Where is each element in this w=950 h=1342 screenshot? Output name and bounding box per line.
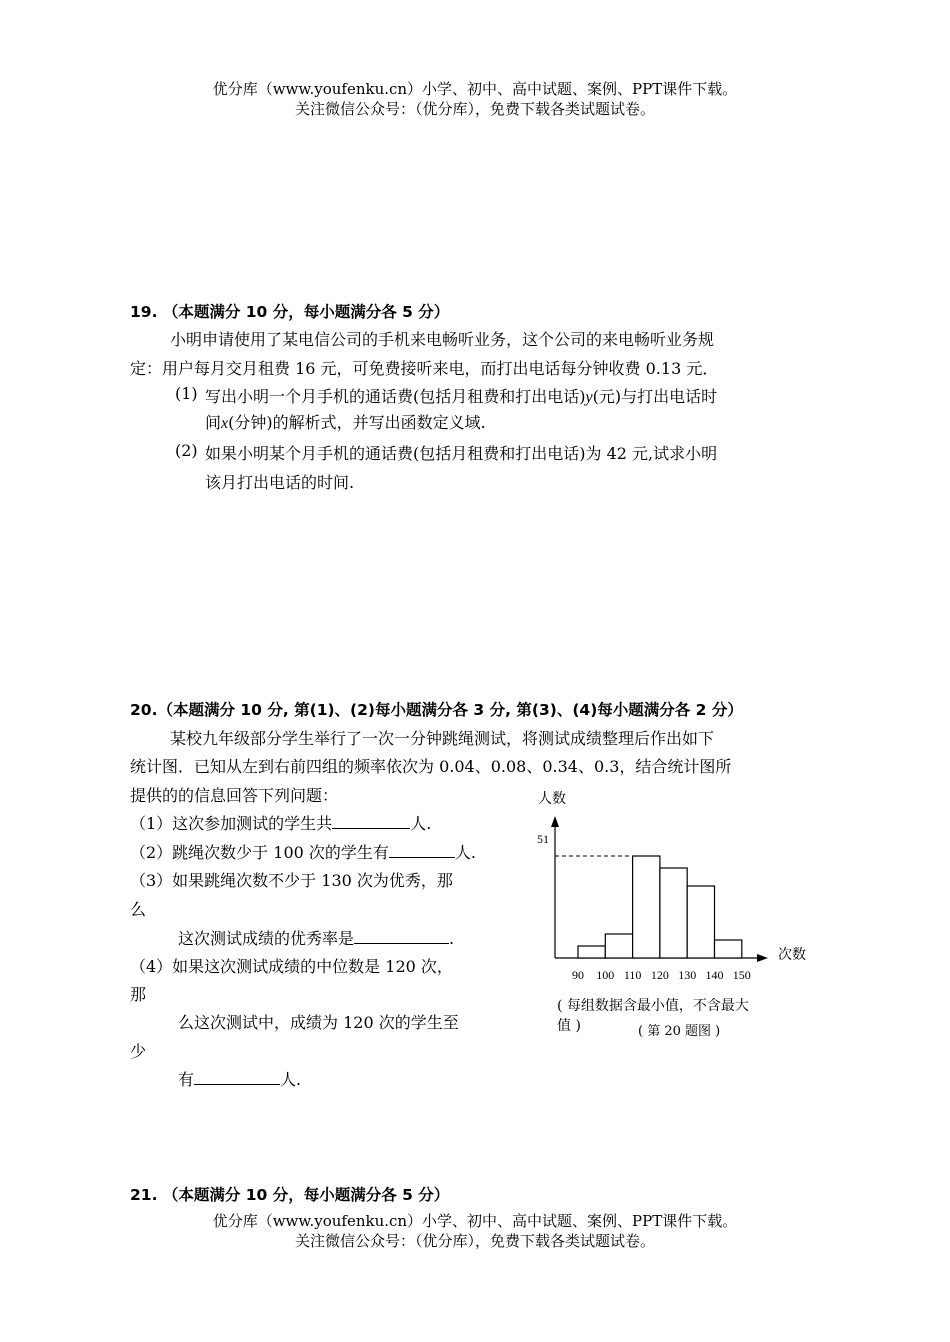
x-tick-label: 130: [678, 968, 697, 982]
q20-sub-4-blank[interactable]: [194, 1070, 280, 1085]
y-axis-arrow: [551, 816, 559, 827]
footer-line-2: 关注微信公众号：（优分库），免费下载各类试题试卷。: [294, 1232, 655, 1250]
q20-sub-2: [130, 840, 476, 863]
x-tick-label: 140: [705, 968, 724, 982]
header-line-2: 关注微信公众号：（优分库），免费下载各类试题试卷。: [294, 100, 655, 118]
chart-note-line-1: ( 每组数据含最小值，不含最大: [557, 998, 749, 1014]
q20-sub-4-line-2: 那: [130, 985, 147, 1004]
q19-part-1-text-c: 间: [205, 413, 222, 432]
q20-sub-3-text: 这次测试成绩的优秀率是: [178, 929, 355, 948]
q19-part-2-line-2: 该月打出电话的时间.: [205, 473, 355, 492]
x-axis-label: 次数: [778, 947, 806, 963]
q19-var-y: y: [585, 389, 593, 406]
q20-sub-3-line-1: （3）如果跳绳次数不少于 130 次为优秀，那: [130, 871, 453, 890]
x-axis-arrow: [757, 954, 768, 962]
q19-part-1-line-1: [205, 384, 717, 407]
q20-sub-2-text: （2）跳绳次数少于 100 次的学生有: [130, 843, 389, 862]
q20-sub-4-line-3: 么这次测试中，成绩为 120 次的学生至: [178, 1013, 459, 1032]
q20-sub-4-unit: 人.: [280, 1070, 302, 1089]
q20-sub-3-line-2: 么: [130, 900, 147, 919]
q20-sub-4-line-4: 少: [130, 1042, 147, 1061]
footer-line-1: 优分库（www.youfenku.cn）小学、初中、高中试题、案例、PPT课件下载。: [212, 1212, 738, 1230]
q20-sub-3-end: .: [449, 929, 455, 948]
q20-sub-1-blank[interactable]: [332, 814, 410, 829]
q20-sub-2-blank[interactable]: [389, 843, 455, 858]
q21-title: 21. （本题满分 10 分，每小题满分各 5 分）: [130, 1186, 450, 1204]
q19-part-1-text-b: (元)与打出电话时: [592, 387, 718, 406]
histogram-bar: [633, 856, 660, 958]
q19-title: 19. （本题满分 10 分，每小题满分各 5 分）: [130, 303, 450, 321]
q20-sub-1-text: （1）这次参加测试的学生共: [130, 814, 333, 833]
x-tick-label: 150: [732, 968, 751, 982]
histogram-bar: [578, 946, 605, 958]
y-axis-label: 人数: [538, 791, 566, 807]
histogram-chart: [520, 780, 820, 1000]
header-line-1: 优分库（www.youfenku.cn）小学、初中、高中试题、案例、PPT课件下载。: [212, 80, 738, 98]
q19-part-2-line-1: 如果小明某个月手机的通话费(包括月租费和打出电话)为 42 元,试求小明: [205, 444, 718, 463]
x-tick-label: 100: [596, 968, 615, 982]
q19-para-2: 定：用户每月交月租费 16 元，可免费接听来电，而打出电话每分钟收费 0.13 元．: [130, 359, 719, 378]
chart-note-line-2: 值 ): [557, 1018, 581, 1034]
chart-caption: ( 第 20 题图 ): [638, 1024, 721, 1039]
histogram-bar: [660, 868, 687, 958]
x-tick-label: 90: [572, 968, 584, 982]
q19-part-1-text-d: (分钟)的解析式，并写出函数定义域.: [228, 413, 486, 432]
q20-sub-1-unit: 人.: [410, 814, 432, 833]
histogram-bar: [687, 886, 714, 958]
q20-sub-3-blank[interactable]: [354, 929, 449, 944]
q20-title: 20.（本题满分 10 分, 第(1)、(2)每小题满分各 3 分, 第(3)、(4)每小题满分各 2 分）: [130, 701, 743, 719]
histogram-bar: [605, 934, 632, 958]
q19-part-1-line-2: [205, 410, 486, 433]
q20-para-1: 某校九年级部分学生举行了一次一分钟跳绳测试，将测试成绩整理后作出如下: [170, 729, 715, 748]
x-tick-label: 110: [623, 968, 642, 982]
q19-part-1-text-a: 写出小明一个月手机的通话费(包括月租费和打出电话): [205, 387, 586, 406]
peak-value-label: 51: [537, 832, 549, 846]
q20-sub-2-unit: 人.: [454, 843, 476, 862]
q20-para-3: 提供的的信息回答下列问题：: [130, 786, 339, 805]
x-tick-label: 120: [650, 968, 669, 982]
q20-sub-3-line-3: [178, 926, 454, 949]
histogram-bar: [715, 940, 742, 958]
q20-sub-4-text: 有: [178, 1070, 195, 1089]
q20-sub-4-line-5: [178, 1067, 301, 1090]
q20-para-2: 统计图．已知从左到右前四组的频率依次为 0.04、0.08、0.34、0.3，结合统计图所: [130, 757, 732, 776]
q20-sub-1: [130, 811, 431, 834]
q19-part-1-number: (1): [175, 384, 198, 403]
q19-part-2-number: (2): [175, 441, 198, 460]
q20-sub-4-line-1: （4）如果这次测试成绩的中位数是 120 次，: [130, 957, 453, 976]
q19-para-1: 小明申请使用了某电信公司的手机来电畅听业务，这个公司的来电畅听业务规: [170, 330, 715, 349]
q19-var-x: x: [221, 415, 229, 432]
